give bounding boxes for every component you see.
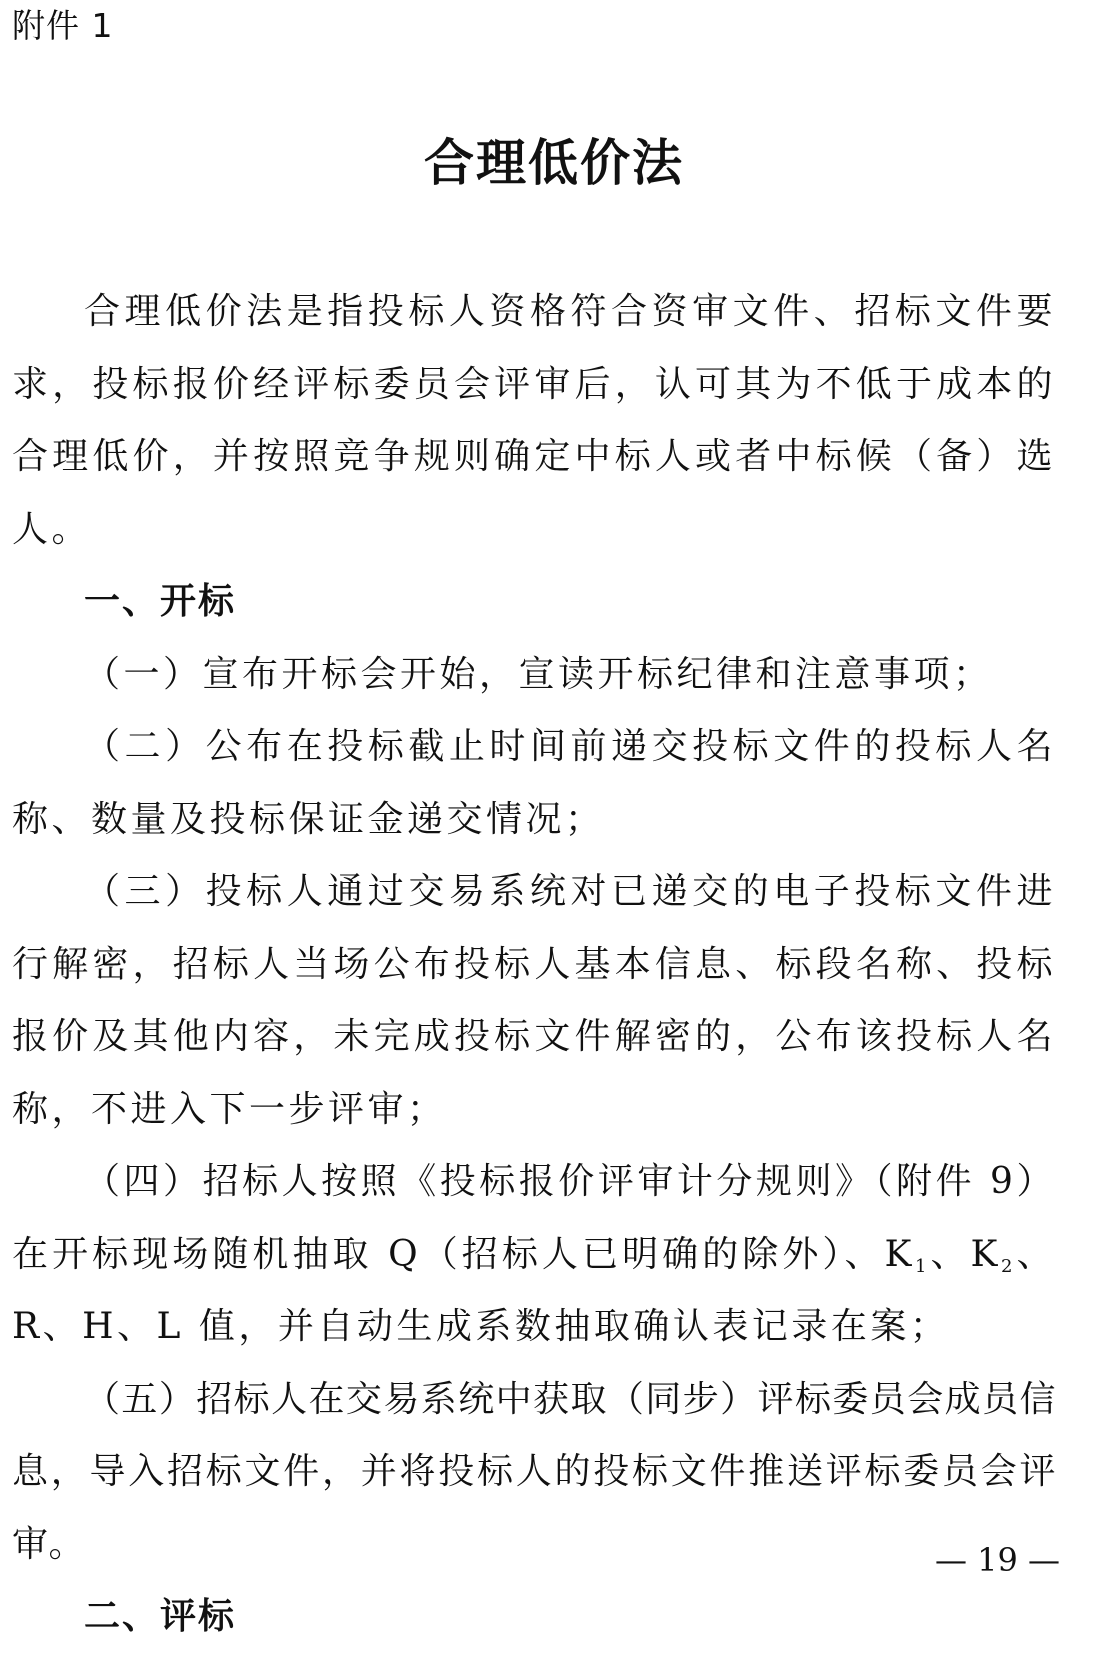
list-item-4-text-c: 、R、H、L 值，并自动生成系数抽取确认表记录在案； [12, 1233, 1056, 1347]
document-body [12, 276, 1056, 1654]
list-item-3: （三）投标人通过交易系统对已递交的电子投标文件进行解密，招标人当场公布投标人基本信息、标段名称、投标报价及其他内容，未完成投标文件解密的，公布该投标人名称，不进入下一步评审； [12, 871, 1056, 1130]
list-item-4-text-b: 、K [929, 1233, 1001, 1275]
k-subscript-2: 2 [1000, 1255, 1016, 1277]
k-subscript-1: 1 [914, 1255, 930, 1277]
section-heading-opening: 一、开标 [84, 581, 237, 622]
document-title: 合理低价法 [424, 134, 684, 192]
list-item-1: （一）宣布开标会开始，宣读开标纪律和注意事项； [84, 653, 993, 695]
list-item-5: （五）招标人在交易系统中获取（同步）评标委员会成员信息，导入招标文件，并将投标人的投标文件推送评标委员会评审。 [12, 1378, 1056, 1565]
list-item-4 [12, 1146, 1056, 1364]
intro-paragraph: 合理低价法是指投标人资格符合资审文件、招标文件要求，投标报价经评标委员会评审后，认可其为不低于成本的合理低价，并按照竞争规则确定中标人或者中标候（备）选人。 [12, 291, 1056, 550]
list-item-4-text-a: （四）招标人按照《投标报价评审计分规则》（附件 9）在开标现场随机抽取 Q（招标人已明确的除外）、K [12, 1161, 1056, 1275]
list-item-2: （二）公布在投标截止时间前递交投标文件的投标人名称、数量及投标保证金递交情况； [12, 726, 1056, 840]
attachment-label: 附件 1 [12, 6, 114, 45]
page-number: — 19 — [934, 1541, 1060, 1579]
section-heading-evaluation: 二、评标 [84, 1596, 237, 1637]
